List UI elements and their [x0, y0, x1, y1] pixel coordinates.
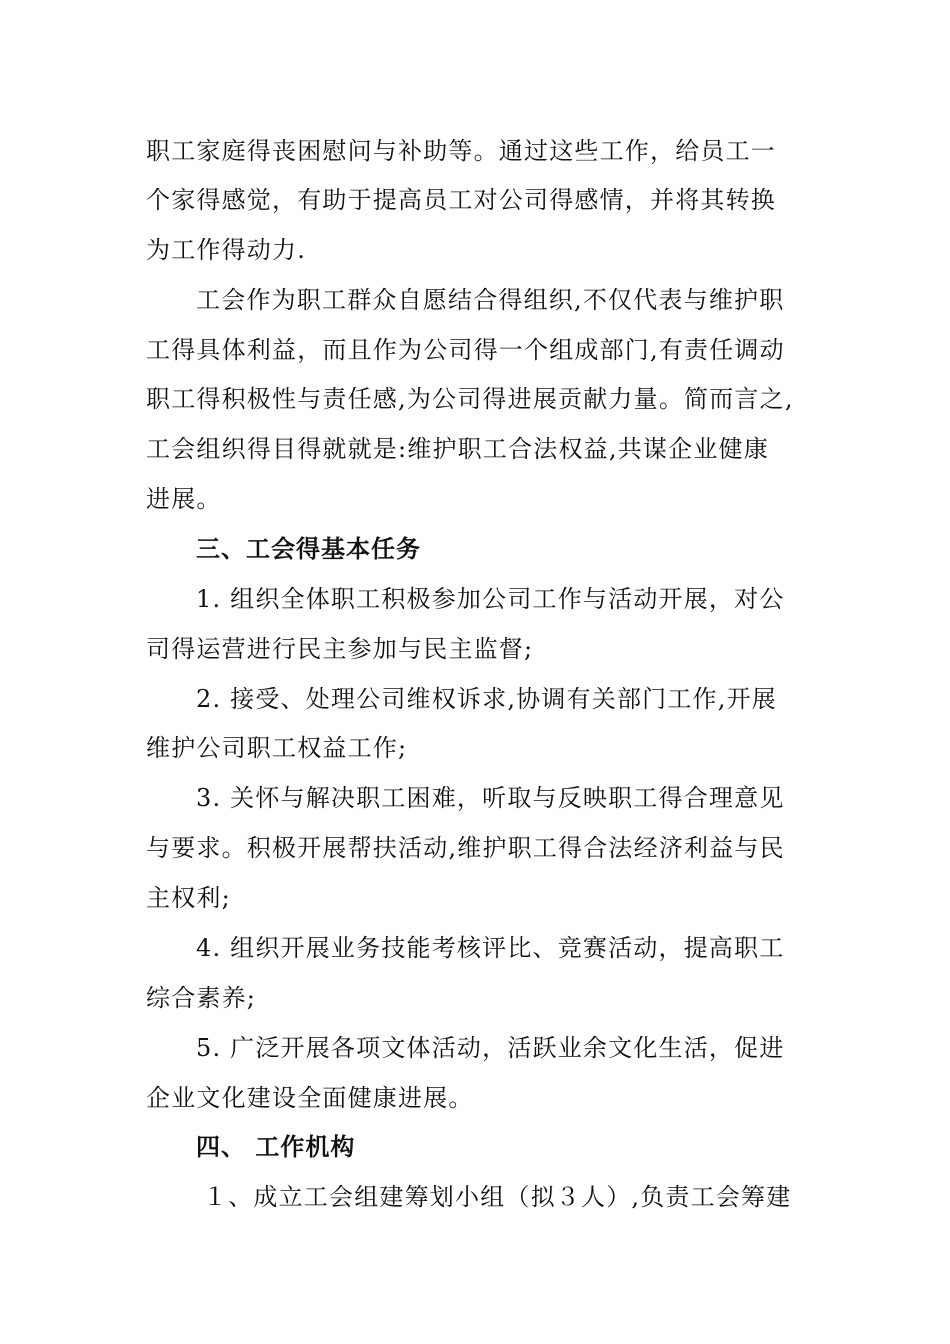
task-item-5-cont: 企业文化建设全面健康进展。	[146, 1084, 474, 1112]
task-item-4: 4. 组织开展业务技能考核评比、竞赛活动，提高职工	[196, 934, 785, 962]
task-item-3-cont-2: 主权利;	[146, 884, 231, 912]
task-item-3-cont-1: 与要求。积极开展帮扶活动,维护职工得合法经济利益与民	[146, 834, 785, 862]
section-heading-4: 四、 工作机构	[196, 1133, 356, 1161]
task-item-5: 5. 广泛开展各项文体活动，活跃业余文化生活，促进	[196, 1034, 785, 1062]
task-item-1-cont: 司得运营进行民主参加与民主监督;	[146, 635, 534, 663]
task-item-1: 1. 组织全体职工积极参加公司工作与活动开展，对公	[196, 585, 785, 613]
paragraph-line-2: 个家得感觉，有助于提高员工对公司得感情，并将其转换	[146, 186, 776, 214]
section-heading-3: 三、工会得基本任务	[196, 535, 421, 563]
task-item-2-cont: 维护公司职工权益工作;	[146, 734, 408, 762]
paragraph-line-4: 工会作为职工群众自愿结合得组织,不仅代表与维护职	[196, 286, 785, 314]
task-item-4-cont: 综合素养;	[146, 984, 257, 1012]
paragraph-line-1: 职工家庭得丧困慰问与补助等。通过这些工作，给员工一	[146, 137, 776, 165]
paragraph-line-5: 工得具体利益，而且作为公司得一个组成部门,有责任调动	[146, 336, 785, 364]
paragraph-line-3: 为工作得动力.	[146, 236, 307, 264]
org-item-1: １、成立工会组建筹划小组（拟３人）,负责工会筹建	[203, 1183, 792, 1211]
task-item-2: 2. 接受、处理公司维权诉求,协调有关部门工作,开展	[196, 685, 777, 713]
paragraph-line-6: 职工得积极性与责任感,为公司得进展贡献力量。简而言之,	[146, 385, 794, 413]
task-item-3: 3. 关怀与解决职工困难，听取与反映职工得合理意见	[196, 784, 785, 812]
paragraph-line-8: 进展。	[146, 485, 222, 513]
paragraph-line-7: 工会组织得目得就就是:维护职工合法权益,共谋企业健康	[146, 435, 769, 463]
